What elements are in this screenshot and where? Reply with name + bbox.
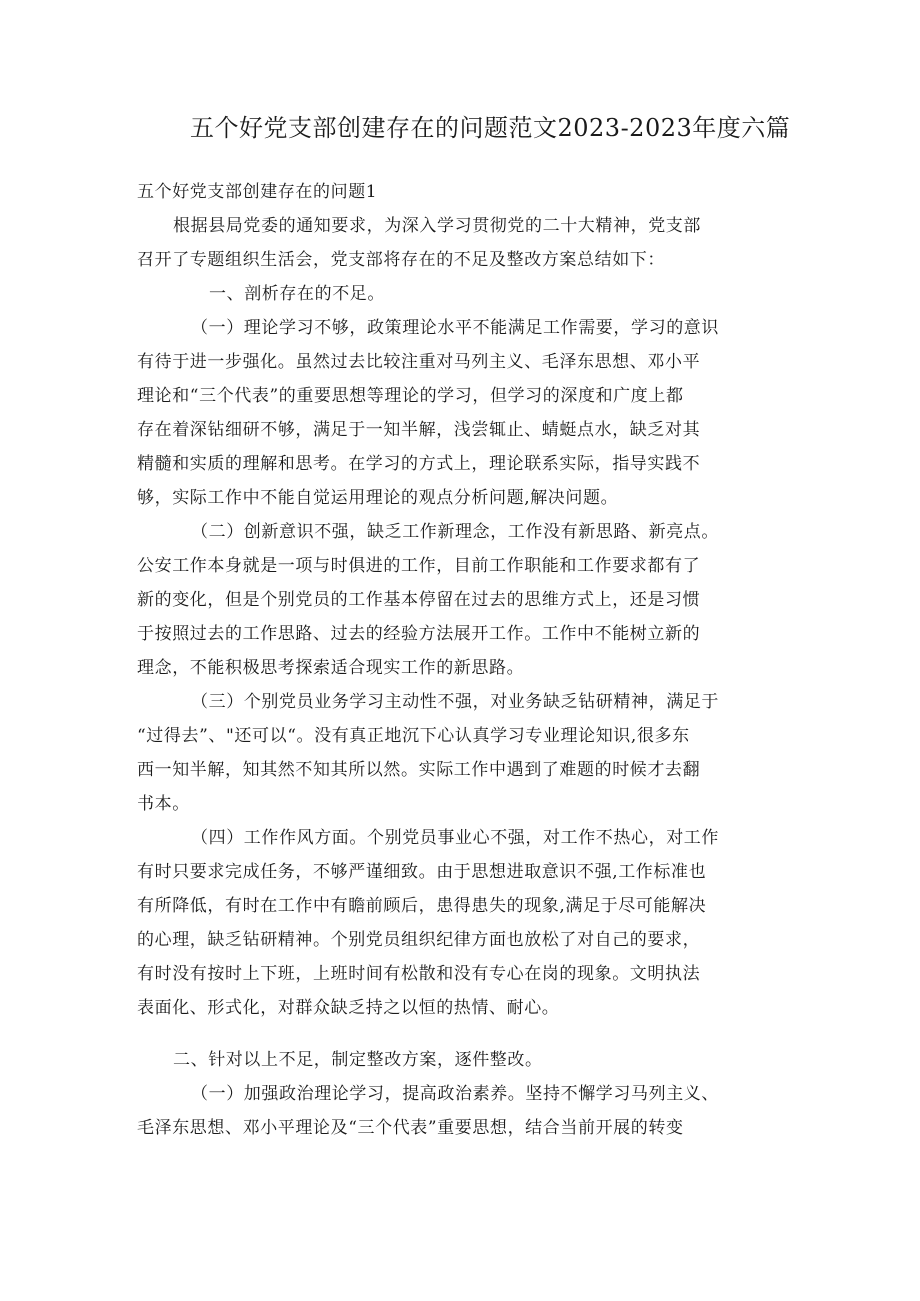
text-line: 有所降低，有时在工作中有瞻前顾后，患得患失的现象,满足于尽可能解决	[137, 896, 707, 916]
text-line: 一、剖析存在的不足。	[209, 284, 385, 304]
text-line: 新的变化，但是个别党员的工作基本停留在过去的思维方式上，还是习惯	[137, 590, 701, 610]
text-line: 公安工作本身就是一项与时俱进的工作，目前工作职能和工作要求都有了	[137, 556, 701, 576]
text-line: 毛泽东思想、邓小平理论及“三个代表”重要思想，结合当前开展的转变	[137, 1118, 684, 1138]
text-line: 于按照过去的工作思路、过去的经验方法展开工作。工作中不能树立新的	[137, 624, 701, 644]
text-line: （三）个别党员业务学习主动性不强，对业务缺乏钻研精神，满足于	[191, 692, 719, 712]
text-line: 根据县局党委的通知要求，为深入学习贯彻党的二十大精神，党支部	[173, 216, 701, 236]
text-line: （四）工作作风方面。个别党员事业心不强，对工作不热心，对工作	[191, 828, 719, 848]
section-heading: 五个好党支部创建存在的问题1	[137, 182, 378, 202]
text-line: 理论和“三个代表”的重要思想等理论的学习，但学习的深度和广度上都	[137, 386, 684, 406]
text-line: 西一知半解，知其然不知其所以然。实际工作中遇到了难题的时候才去翻	[137, 760, 701, 780]
text-line: （二）创新意识不强，缺乏工作新理念，工作没有新思路、新亮点。	[191, 522, 719, 542]
text-line: 有待于进一步强化。虽然过去比较注重对马列主义、毛泽东思想、邓小平	[137, 352, 701, 372]
text-line: 存在着深钻细研不够，满足于一知半解，浅尝辄止、蜻蜓点水，缺乏对其	[137, 420, 701, 440]
text-line: （一）理论学习不够，政策理论水平不能满足工作需要，学习的意识	[191, 318, 719, 338]
text-line: （一）加强政治理论学习，提高政治素养。坚持不懈学习马列主义、	[191, 1084, 719, 1104]
text-line: 书本。	[137, 794, 190, 814]
text-line: 二、针对以上不足，制定整改方案，逐件整改。	[173, 1050, 543, 1070]
text-line: 够，实际工作中不能自觉运用理论的观点分析问题,解决问题。	[137, 488, 619, 508]
document-title: 五个好党支部创建存在的问题范文2023-2023年度六篇	[190, 114, 791, 142]
text-line: 表面化、形式化，对群众缺乏持之以恒的热情、耐心。	[137, 998, 560, 1018]
text-line: “过得去”、"还可以“。没有真正地沉下心认真学习专业理论知识,很多东	[137, 726, 690, 746]
paragraph-gap	[137, 1025, 797, 1043]
text-line: 有时只要求完成任务，不够严谨细致。由于思想进取意识不强,工作标准也	[137, 862, 707, 882]
document-body	[137, 175, 797, 1145]
text-line: 召开了专题组织生活会，党支部将存在的不足及整改方案总结如下：	[137, 250, 665, 270]
text-line: 精髓和实质的理解和思考。在学习的方式上，理论联系实际，指导实践不	[137, 454, 701, 474]
text-line: 的心理，缺乏钻研精神。个别党员组织纪律方面也放松了对自己的要求，	[137, 930, 701, 950]
text-line: 理念，不能积极思考探索适合现实工作的新思路。	[137, 658, 525, 678]
text-line: 有时没有按时上下班，上班时间有松散和没有专心在岗的现象。文明执法	[137, 964, 701, 984]
